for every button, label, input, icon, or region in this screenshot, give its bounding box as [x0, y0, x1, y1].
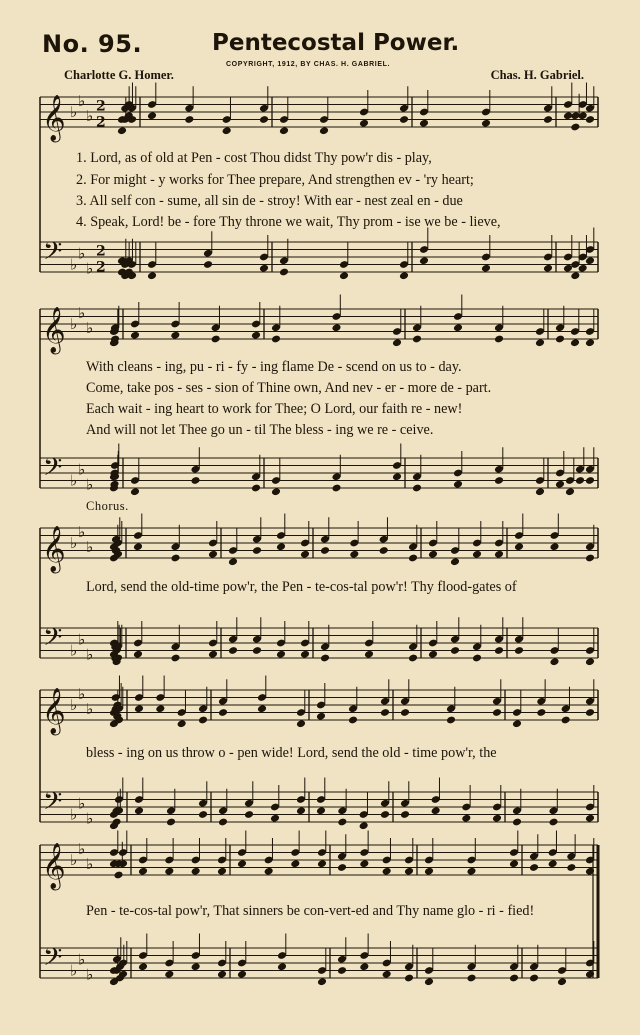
- copyright-notice: COPYRIGHT, 1912, BY CHAS. H. GABRIEL.: [226, 61, 391, 68]
- note-head: [557, 977, 567, 986]
- note-head: [337, 966, 347, 975]
- note-head: [543, 264, 553, 273]
- note-head: [536, 708, 546, 717]
- note-head: [412, 335, 422, 344]
- note-head: [424, 977, 434, 986]
- chorus-label: Chorus.: [86, 499, 129, 513]
- note-head: [349, 550, 359, 559]
- note-head: [359, 962, 369, 971]
- note-head: [170, 654, 180, 663]
- time-signature: 2: [96, 114, 106, 131]
- note-head: [561, 716, 571, 725]
- chorus-line-1: Lord, send the old-time pow'r, the Pen - te-cos-tal pow'r! Thy flood-gates of: [86, 579, 517, 595]
- note-head: [320, 654, 330, 663]
- note-head: [134, 704, 144, 713]
- note-head: [208, 550, 218, 559]
- note-head: [134, 806, 144, 815]
- note-head: [382, 867, 392, 876]
- note-head: [217, 867, 227, 876]
- note-head: [585, 708, 595, 717]
- note-head: [494, 550, 504, 559]
- flat-sign-icon: ♭: [78, 522, 86, 541]
- note-head: [570, 271, 580, 280]
- note-head: [565, 487, 575, 496]
- note-head: [450, 557, 460, 566]
- note-head: [404, 867, 414, 876]
- note-head: [359, 119, 369, 128]
- note-head: [244, 810, 254, 819]
- hymn-title: Pentecostal Power.: [212, 30, 460, 56]
- bass-clef-icon: 𝄢: [43, 453, 63, 488]
- note-head: [259, 264, 269, 273]
- flat-sign-icon: ♭: [86, 106, 94, 125]
- flat-sign-icon: ♭: [86, 259, 94, 278]
- flat-sign-icon: ♭: [70, 315, 78, 333]
- verse-3-line-2: Each wait - ing heart to work for Thee; O Lord, our faith re - new!: [86, 401, 463, 417]
- note-head: [320, 546, 330, 555]
- note-head: [509, 859, 519, 868]
- bass-clef-icon: 𝄢: [43, 943, 63, 978]
- note-head: [339, 271, 349, 280]
- note-head: [585, 814, 595, 823]
- note-head: [279, 126, 289, 135]
- note-head: [198, 810, 208, 819]
- flat-sign-icon: ♭: [78, 684, 86, 703]
- note-head: [419, 119, 429, 128]
- flat-sign-icon: ♭: [78, 460, 86, 479]
- treble-clef-icon: 𝄞: [42, 843, 66, 889]
- note-head: [492, 814, 502, 823]
- note-head: [348, 716, 358, 725]
- note-head: [296, 806, 306, 815]
- note-head: [198, 716, 208, 725]
- note-head: [364, 650, 374, 659]
- flat-sign-icon: ♭: [70, 255, 78, 274]
- note-head: [419, 256, 429, 265]
- note-head: [252, 646, 262, 655]
- note-head: [382, 970, 392, 979]
- note-head: [428, 550, 438, 559]
- note-head: [218, 708, 228, 717]
- note-head: [585, 554, 595, 563]
- note-head: [555, 335, 565, 344]
- flat-sign-icon: ♭: [86, 699, 94, 718]
- note-head: [138, 867, 148, 876]
- note-head: [331, 323, 341, 332]
- note-head: [177, 719, 187, 728]
- note-head: [155, 704, 165, 713]
- note-head: [392, 338, 402, 347]
- note-head: [379, 546, 389, 555]
- treble-clef-icon: 𝄞: [42, 688, 66, 734]
- note-head: [300, 550, 310, 559]
- note-head: [138, 962, 148, 971]
- time-signature: 2: [96, 243, 106, 260]
- note-head: [117, 126, 127, 135]
- note-head: [548, 818, 558, 827]
- note-head: [203, 260, 213, 269]
- note-head: [271, 487, 281, 496]
- time-signature: 2: [96, 259, 106, 276]
- note-head: [251, 331, 261, 340]
- flat-sign-icon: ♭: [70, 805, 78, 824]
- note-head: [399, 271, 409, 280]
- note-head: [133, 542, 143, 551]
- note-head: [279, 268, 289, 277]
- note-head: [575, 476, 585, 485]
- note-head: [316, 712, 326, 721]
- note-head: [466, 974, 476, 983]
- note-head: [147, 271, 157, 280]
- note-head: [264, 867, 274, 876]
- note-head: [512, 818, 522, 827]
- note-head: [217, 970, 227, 979]
- note-head: [300, 650, 310, 659]
- note-head: [481, 119, 491, 128]
- note-head: [549, 542, 559, 551]
- note-head: [331, 484, 341, 493]
- note-head: [222, 126, 232, 135]
- note-head: [380, 810, 390, 819]
- flat-sign-icon: ♭: [70, 534, 78, 552]
- note-head: [570, 123, 580, 132]
- treble-clef-icon: 𝄞: [42, 307, 66, 353]
- note-head: [535, 338, 545, 347]
- note-head: [252, 546, 262, 555]
- note-head: [257, 704, 267, 713]
- verse-4-line-1: 4. Speak, Lord! be - fore Thy throne we wait, Thy prom - ise we be - lieve,: [76, 214, 501, 230]
- note-head: [290, 859, 300, 868]
- flat-sign-icon: ♭: [86, 965, 94, 984]
- note-head: [317, 977, 327, 986]
- note-head: [271, 335, 281, 344]
- note-head: [164, 970, 174, 979]
- verse-1-line-1: 1. Lord, as of old at Pen - cost Thou didst Thy pow'r dis - play,: [76, 150, 432, 166]
- flat-sign-icon: ♭: [70, 851, 78, 869]
- note-head: [514, 646, 524, 655]
- note-head: [184, 115, 194, 124]
- flat-sign-icon: ♭: [78, 839, 86, 858]
- note-head: [259, 115, 269, 124]
- flat-sign-icon: ♭: [86, 537, 94, 556]
- note-head: [585, 476, 595, 485]
- verse-2-line-2: Come, take pos - ses - sion of Thine own, And nev - er - more de - part.: [86, 380, 492, 396]
- note-head: [191, 962, 201, 971]
- note-head: [472, 654, 482, 663]
- flat-sign-icon: ♭: [86, 645, 94, 664]
- note-head: [399, 115, 409, 124]
- note-head: [535, 487, 545, 496]
- note-head: [251, 484, 261, 493]
- bass-clef-icon: 𝄢: [43, 787, 63, 822]
- note-head: [570, 338, 580, 347]
- note-head: [276, 650, 286, 659]
- note-head: [424, 867, 434, 876]
- note-head: [130, 331, 140, 340]
- note-head: [237, 970, 247, 979]
- composer-credit: Chas. H. Gabriel.: [490, 68, 584, 82]
- time-signature: 2: [96, 98, 106, 115]
- flat-sign-icon: ♭: [78, 91, 86, 110]
- flat-sign-icon: ♭: [86, 318, 94, 337]
- note-head: [164, 867, 174, 876]
- note-head: [359, 821, 369, 830]
- note-head: [512, 719, 522, 728]
- note-head: [237, 859, 247, 868]
- note-head: [337, 818, 347, 827]
- note-head: [492, 708, 502, 717]
- note-head: [317, 859, 327, 868]
- note-head: [404, 974, 414, 983]
- flat-sign-icon: ♭: [78, 630, 86, 649]
- bass-clef-icon: 𝄢: [43, 237, 63, 272]
- note-head: [494, 646, 504, 655]
- note-head: [190, 476, 200, 485]
- note-head: [585, 338, 595, 347]
- note-head: [380, 708, 390, 717]
- flat-sign-icon: ♭: [70, 471, 78, 490]
- bass-clef-icon: 𝄢: [43, 623, 63, 658]
- note-head: [481, 264, 491, 273]
- flat-sign-icon: ♭: [78, 303, 86, 322]
- note-head: [555, 480, 565, 489]
- note-head: [431, 806, 441, 815]
- note-head: [113, 871, 123, 880]
- note-head: [548, 859, 558, 868]
- verse-1-line-2: With cleans - ing, pu - ri - fy - ing flame De - scend on us to - day.: [86, 359, 462, 375]
- chorus-line-3: Pen - te-cos-tal pow'r, That sinners be con-vert-ed and Thy name glo - ri - fied!: [86, 903, 535, 919]
- flat-sign-icon: ♭: [70, 641, 78, 660]
- note-head: [529, 863, 539, 872]
- note-head: [208, 650, 218, 659]
- note-head: [211, 335, 221, 344]
- note-head: [549, 657, 559, 666]
- note-head: [218, 818, 228, 827]
- verse-4-line-2: And will not let Thee go un - til The bless - ing we re - ceive.: [86, 422, 434, 438]
- note-head: [276, 542, 286, 551]
- note-head: [472, 550, 482, 559]
- note-head: [466, 867, 476, 876]
- note-head: [529, 974, 539, 983]
- note-head: [566, 863, 576, 872]
- note-head: [316, 806, 326, 815]
- note-head: [585, 657, 595, 666]
- hymn-number: No. 95.: [42, 30, 143, 58]
- note-head: [277, 962, 287, 971]
- flat-sign-icon: ♭: [78, 794, 86, 813]
- note-head: [461, 814, 471, 823]
- note-head: [453, 480, 463, 489]
- treble-clef-icon: 𝄞: [42, 526, 66, 572]
- note-head: [296, 719, 306, 728]
- note-head: [446, 716, 456, 725]
- note-head: [319, 126, 329, 135]
- note-head: [408, 554, 418, 563]
- note-head: [453, 323, 463, 332]
- note-head: [147, 111, 157, 120]
- flat-sign-icon: ♭: [86, 854, 94, 873]
- note-head: [400, 708, 410, 717]
- note-head: [494, 476, 504, 485]
- flat-sign-icon: ♭: [70, 103, 78, 121]
- note-head: [191, 867, 201, 876]
- note-head: [170, 554, 180, 563]
- lyricist-credit: Charlotte G. Homer.: [64, 68, 174, 82]
- verse-2-line-1: 2. For might - y works for Thee prepare, And strengthen ev - 'ry heart;: [76, 172, 474, 188]
- note-head: [130, 487, 140, 496]
- verse-3-line-1: 3. All self con - sume, all sin de - stroy! With ear - nest zeal en - due: [76, 193, 463, 209]
- note-head: [392, 472, 402, 481]
- note-head: [270, 814, 280, 823]
- note-head: [400, 810, 410, 819]
- flat-sign-icon: ♭: [86, 475, 94, 494]
- flat-sign-icon: ♭: [70, 961, 78, 980]
- note-head: [450, 646, 460, 655]
- flat-sign-icon: ♭: [70, 696, 78, 714]
- note-head: [412, 484, 422, 493]
- note-head: [543, 115, 553, 124]
- note-head: [428, 650, 438, 659]
- note-head: [166, 818, 176, 827]
- note-head: [133, 650, 143, 659]
- note-head: [509, 974, 519, 983]
- note-head: [408, 654, 418, 663]
- flat-sign-icon: ♭: [86, 809, 94, 828]
- flat-sign-icon: ♭: [78, 244, 86, 263]
- flat-sign-icon: ♭: [78, 950, 86, 969]
- chorus-line-2: bless - ing on us throw o - pen wide! Lord, send the old - time pow'r, the: [86, 745, 497, 761]
- note-head: [228, 646, 238, 655]
- note-head: [170, 331, 180, 340]
- note-head: [514, 542, 524, 551]
- treble-clef-icon: 𝄞: [42, 95, 66, 141]
- note-head: [337, 863, 347, 872]
- note-head: [494, 335, 504, 344]
- note-head: [359, 859, 369, 868]
- note-head: [228, 557, 238, 566]
